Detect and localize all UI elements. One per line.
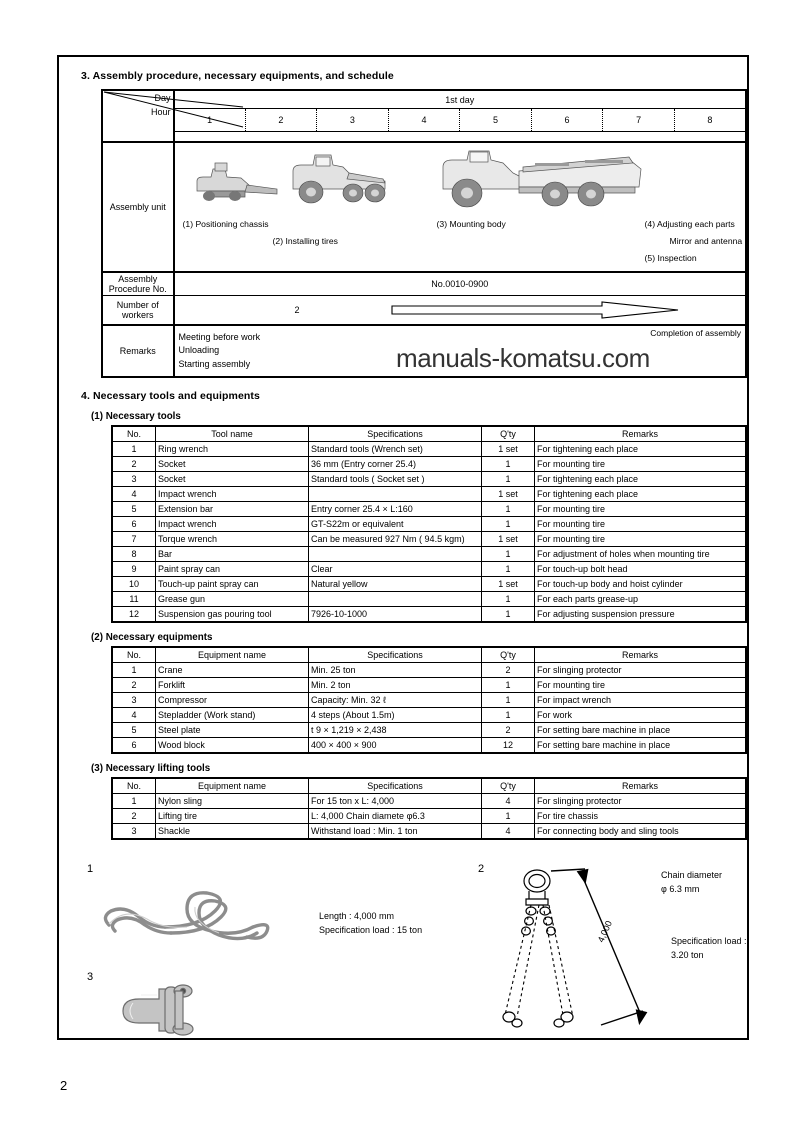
- column-header-remarks: Remarks: [535, 647, 747, 663]
- table-cell: For tightening each place: [535, 472, 747, 487]
- table-row: [112, 442, 746, 457]
- table-cell: Extension bar: [156, 502, 309, 517]
- table-row: [112, 794, 746, 809]
- watermark-text: manuals-komatsu.com: [396, 343, 650, 373]
- table-cell: Impact wrench: [156, 517, 309, 532]
- figure-2-load-value: 3.20 ton: [671, 949, 704, 960]
- table-cell: For touch-up body and hoist cylinder: [535, 577, 747, 592]
- table-cell: 36 mm (Entry corner 25.4): [309, 457, 482, 472]
- column-header-remarks: Remarks: [535, 426, 747, 442]
- column-header-spec: Specifications: [309, 647, 482, 663]
- table-cell: 1: [482, 502, 535, 517]
- machine-chassis-icon: [189, 155, 284, 207]
- table-row: [112, 738, 746, 754]
- table-cell: For mounting tire: [535, 502, 747, 517]
- table-cell: 1 set: [482, 487, 535, 502]
- completion-note: Completion of assembly: [650, 328, 741, 338]
- column-header-no: No.: [112, 647, 156, 663]
- table-cell: Bar: [156, 547, 309, 562]
- table-cell: 7926-10-1000: [309, 607, 482, 623]
- hour-cell: 2: [245, 109, 317, 132]
- table-cell: For mounting tire: [535, 517, 747, 532]
- hour-cell: 8: [674, 109, 746, 132]
- table-cell: For setting bare machine in place: [535, 738, 747, 754]
- table-row: [112, 472, 746, 487]
- figure-1-number: 1: [87, 863, 94, 875]
- procedure-no-value: No.0010-0900: [174, 272, 746, 296]
- spacer-cell: [174, 132, 746, 143]
- table-cell: Nylon sling: [156, 794, 309, 809]
- table-row: [112, 457, 746, 472]
- table-cell: [309, 487, 482, 502]
- table-cell: Socket: [156, 457, 309, 472]
- lifting-subheading: (3) Necessary lifting tools: [91, 763, 211, 774]
- table-cell: [309, 592, 482, 607]
- table-cell: 6: [112, 738, 156, 754]
- section-4-heading: 4. Necessary tools and equipments: [81, 390, 260, 402]
- table-cell: Shackle: [156, 824, 309, 840]
- table-cell: 4 steps (About 1.5m): [309, 708, 482, 723]
- table-cell: For 15 ton x L: 4,000: [309, 794, 482, 809]
- table-cell: Compressor: [156, 693, 309, 708]
- schedule-day-row: [102, 90, 746, 109]
- table-cell: 3: [112, 824, 156, 840]
- table-cell: Clear: [309, 562, 482, 577]
- table-cell: 11: [112, 592, 156, 607]
- schedule-corner-cell: [102, 90, 174, 142]
- corner-diagonal-lines: [103, 91, 244, 149]
- workers-row: [102, 296, 746, 326]
- step-caption: (1) Positioning chassis: [182, 219, 269, 229]
- table-cell: For tightening each place: [535, 442, 747, 457]
- table-cell: Capacity: Min. 32 ℓ: [309, 693, 482, 708]
- table-cell: 7: [112, 532, 156, 547]
- procedure-no-label: Assembly Procedure No.: [102, 272, 174, 296]
- remarks-line: Meeting before work: [178, 332, 261, 343]
- figure-1-annotation: [319, 910, 422, 937]
- table-row: [112, 723, 746, 738]
- table-cell: Crane: [156, 663, 309, 678]
- table-row: [112, 607, 746, 623]
- table-row: [112, 824, 746, 840]
- table-cell: 1 set: [482, 532, 535, 547]
- table-row: [112, 487, 746, 502]
- column-header-spec: Specifications: [309, 426, 482, 442]
- table-cell: 2: [112, 809, 156, 824]
- table-cell: 4: [112, 708, 156, 723]
- column-header-qty: Q'ty: [482, 647, 535, 663]
- figure-2-number: 2: [478, 863, 485, 875]
- table-row: [112, 532, 746, 547]
- lifting-tool-figures: [73, 863, 747, 1038]
- table-row: [112, 693, 746, 708]
- table-cell: 1: [482, 547, 535, 562]
- equipments-table-body: [112, 663, 746, 754]
- step-caption: (4) Adjusting each parts: [644, 219, 735, 229]
- table-cell: For tire chassis: [535, 809, 747, 824]
- table-cell: For adjustment of holes when mounting tire: [535, 547, 747, 562]
- table-cell: 1: [112, 442, 156, 457]
- assembly-unit-content: [174, 142, 746, 272]
- table-row: [112, 592, 746, 607]
- shackle-icon: [113, 981, 223, 1039]
- table-cell: 2: [482, 723, 535, 738]
- table-cell: For impact wrench: [535, 693, 747, 708]
- figure-1-load: Specification load : 15 ton: [319, 924, 423, 935]
- column-header-name: Tool name: [156, 426, 309, 442]
- lifting-table-body: [112, 794, 746, 840]
- hour-cell: 5: [460, 109, 532, 132]
- remarks-line: Unloading: [178, 345, 220, 356]
- assembly-unit-label: Assembly unit: [102, 142, 174, 272]
- figure-2-chain-diameter-value: φ 6.3 mm: [661, 883, 700, 894]
- table-cell: For adjusting suspension pressure: [535, 607, 747, 623]
- table-cell: 6: [112, 517, 156, 532]
- step-caption: Mirror and antenna: [669, 236, 743, 246]
- table-cell: For work: [535, 708, 747, 723]
- step-caption: (3) Mounting body: [436, 219, 506, 229]
- table-cell: Steel plate: [156, 723, 309, 738]
- hour-cell: 7: [603, 109, 675, 132]
- table-cell: [309, 547, 482, 562]
- workers-count: 2: [294, 305, 300, 315]
- day-label: Day: [154, 93, 171, 103]
- workers-value-cell: [174, 296, 746, 326]
- hour-cell: 6: [531, 109, 603, 132]
- table-cell: Can be measured 927 Nm ( 94.5 kgm): [309, 532, 482, 547]
- table-cell: t 9 × 1,219 × 2,438: [309, 723, 482, 738]
- table-row: [112, 502, 746, 517]
- figure-1-length: Length : 4,000 mm: [319, 911, 395, 921]
- table-cell: Socket: [156, 472, 309, 487]
- figure-2-load-annotation: [671, 935, 747, 962]
- column-header-spec: Specifications: [309, 778, 482, 794]
- table-cell: For mounting tire: [535, 532, 747, 547]
- page-border: [57, 55, 749, 1040]
- table-cell: 12: [112, 607, 156, 623]
- column-header-remarks: Remarks: [535, 778, 747, 794]
- nylon-sling-icon: [95, 883, 285, 953]
- duration-arrow-icon: [390, 301, 680, 319]
- table-cell: Stepladder (Work stand): [156, 708, 309, 723]
- table-row: [112, 809, 746, 824]
- table-cell: 1: [482, 517, 535, 532]
- workers-label: Number of workers: [102, 296, 174, 326]
- hour-label: Hour: [151, 107, 171, 117]
- step-caption: (2) Installing tires: [272, 236, 338, 246]
- hour-cell: 3: [317, 109, 389, 132]
- table-cell: Paint spray can: [156, 562, 309, 577]
- page-number: 2: [60, 1078, 68, 1093]
- table-cell: Standard tools ( Socket set ): [309, 472, 482, 487]
- necessary-lifting-tools-table: [111, 777, 747, 840]
- table-cell: L: 4,000 Chain diamete φ6.3: [309, 809, 482, 824]
- table-cell: 10: [112, 577, 156, 592]
- table-cell: Min. 2 ton: [309, 678, 482, 693]
- table-cell: 5: [112, 723, 156, 738]
- table-cell: For touch-up bolt head: [535, 562, 747, 577]
- table-cell: Natural yellow: [309, 577, 482, 592]
- table-cell: Suspension gas pouring tool: [156, 607, 309, 623]
- procedure-no-row: [102, 272, 746, 296]
- table-cell: Ring wrench: [156, 442, 309, 457]
- figure-3-number: 3: [87, 971, 94, 983]
- table-cell: 8: [112, 547, 156, 562]
- column-header-qty: Q'ty: [482, 778, 535, 794]
- table-cell: 9: [112, 562, 156, 577]
- machine-dump-truck-icon: [435, 147, 645, 215]
- table-cell: For tightening each place: [535, 487, 747, 502]
- table-cell: Standard tools (Wrench set): [309, 442, 482, 457]
- table-cell: Entry corner 25.4 × L:160: [309, 502, 482, 517]
- figure-2-load-label: Specification load :: [671, 936, 747, 946]
- table-row: [112, 577, 746, 592]
- table-cell: 1: [482, 472, 535, 487]
- table-cell: For mounting tire: [535, 678, 747, 693]
- chain-sling-icon: [493, 865, 653, 1037]
- table-cell: 2: [482, 663, 535, 678]
- table-cell: 1: [112, 663, 156, 678]
- table-cell: 1: [482, 592, 535, 607]
- table-cell: Torque wrench: [156, 532, 309, 547]
- table-row: [112, 678, 746, 693]
- machine-tractor-icon: [283, 149, 393, 211]
- figure-2-dimension: 4,000: [595, 919, 614, 944]
- table-cell: 1: [482, 562, 535, 577]
- table-cell: 1: [482, 809, 535, 824]
- column-header-name: Equipment name: [156, 778, 309, 794]
- table-cell: 4: [482, 824, 535, 840]
- table-cell: Grease gun: [156, 592, 309, 607]
- table-cell: 400 × 400 × 900: [309, 738, 482, 754]
- column-header-no: No.: [112, 778, 156, 794]
- table-cell: For connecting body and sling tools: [535, 824, 747, 840]
- necessary-tools-table: [111, 425, 747, 623]
- table-cell: 1: [482, 607, 535, 623]
- table-cell: 1: [482, 457, 535, 472]
- column-header-no: No.: [112, 426, 156, 442]
- table-cell: For slinging protector: [535, 794, 747, 809]
- table-header-row: [112, 647, 746, 663]
- table-cell: Withstand load : Min. 1 ton: [309, 824, 482, 840]
- table-row: [112, 663, 746, 678]
- machine-illustrations: [175, 147, 745, 219]
- table-cell: 12: [482, 738, 535, 754]
- table-cell: 2: [112, 678, 156, 693]
- table-cell: Lifting tire: [156, 809, 309, 824]
- remarks-line: Starting assembly: [178, 358, 251, 369]
- figure-2-chain-diameter-label: Chain diameter: [661, 870, 723, 880]
- table-cell: Touch-up paint spray can: [156, 577, 309, 592]
- table-row: [112, 562, 746, 577]
- assembly-unit-row: [102, 142, 746, 272]
- necessary-equipments-table: [111, 646, 747, 754]
- table-cell: For setting bare machine in place: [535, 723, 747, 738]
- table-cell: 4: [112, 487, 156, 502]
- column-header-name: Equipment name: [156, 647, 309, 663]
- table-cell: 1 set: [482, 442, 535, 457]
- table-cell: 2: [112, 457, 156, 472]
- table-row: [112, 517, 746, 532]
- table-row: [112, 708, 746, 723]
- hour-cell: 1: [174, 109, 246, 132]
- day-span-cell: 1st day: [174, 90, 746, 109]
- table-cell: For slinging protector: [535, 663, 747, 678]
- assembly-schedule-table: [101, 89, 747, 378]
- table-cell: Impact wrench: [156, 487, 309, 502]
- hour-cell: 4: [388, 109, 460, 132]
- table-header-row: [112, 426, 746, 442]
- table-cell: For mounting tire: [535, 457, 747, 472]
- table-cell: 4: [482, 794, 535, 809]
- section-3-heading: 3. Assembly procedure, necessary equipments, and schedule: [81, 70, 394, 82]
- table-cell: 1: [482, 678, 535, 693]
- table-cell: 1: [482, 693, 535, 708]
- table-cell: 1 set: [482, 577, 535, 592]
- figure-2-chain-annotation: [661, 869, 722, 896]
- table-row: [112, 547, 746, 562]
- table-cell: 3: [112, 472, 156, 487]
- table-cell: Forklift: [156, 678, 309, 693]
- table-cell: 3: [112, 693, 156, 708]
- step-caption: (5) Inspection: [644, 253, 697, 263]
- table-cell: Wood block: [156, 738, 309, 754]
- equipments-subheading: (2) Necessary equipments: [91, 632, 213, 643]
- tools-table-body: [112, 442, 746, 623]
- table-cell: 1: [482, 708, 535, 723]
- column-header-qty: Q'ty: [482, 426, 535, 442]
- table-cell: For each parts grease-up: [535, 592, 747, 607]
- table-cell: GT-S22m or equivalent: [309, 517, 482, 532]
- table-header-row: [112, 778, 746, 794]
- tools-subheading: (1) Necessary tools: [91, 411, 181, 422]
- table-cell: 5: [112, 502, 156, 517]
- table-cell: 1: [112, 794, 156, 809]
- table-cell: Min. 25 ton: [309, 663, 482, 678]
- remarks-label: Remarks: [102, 325, 174, 377]
